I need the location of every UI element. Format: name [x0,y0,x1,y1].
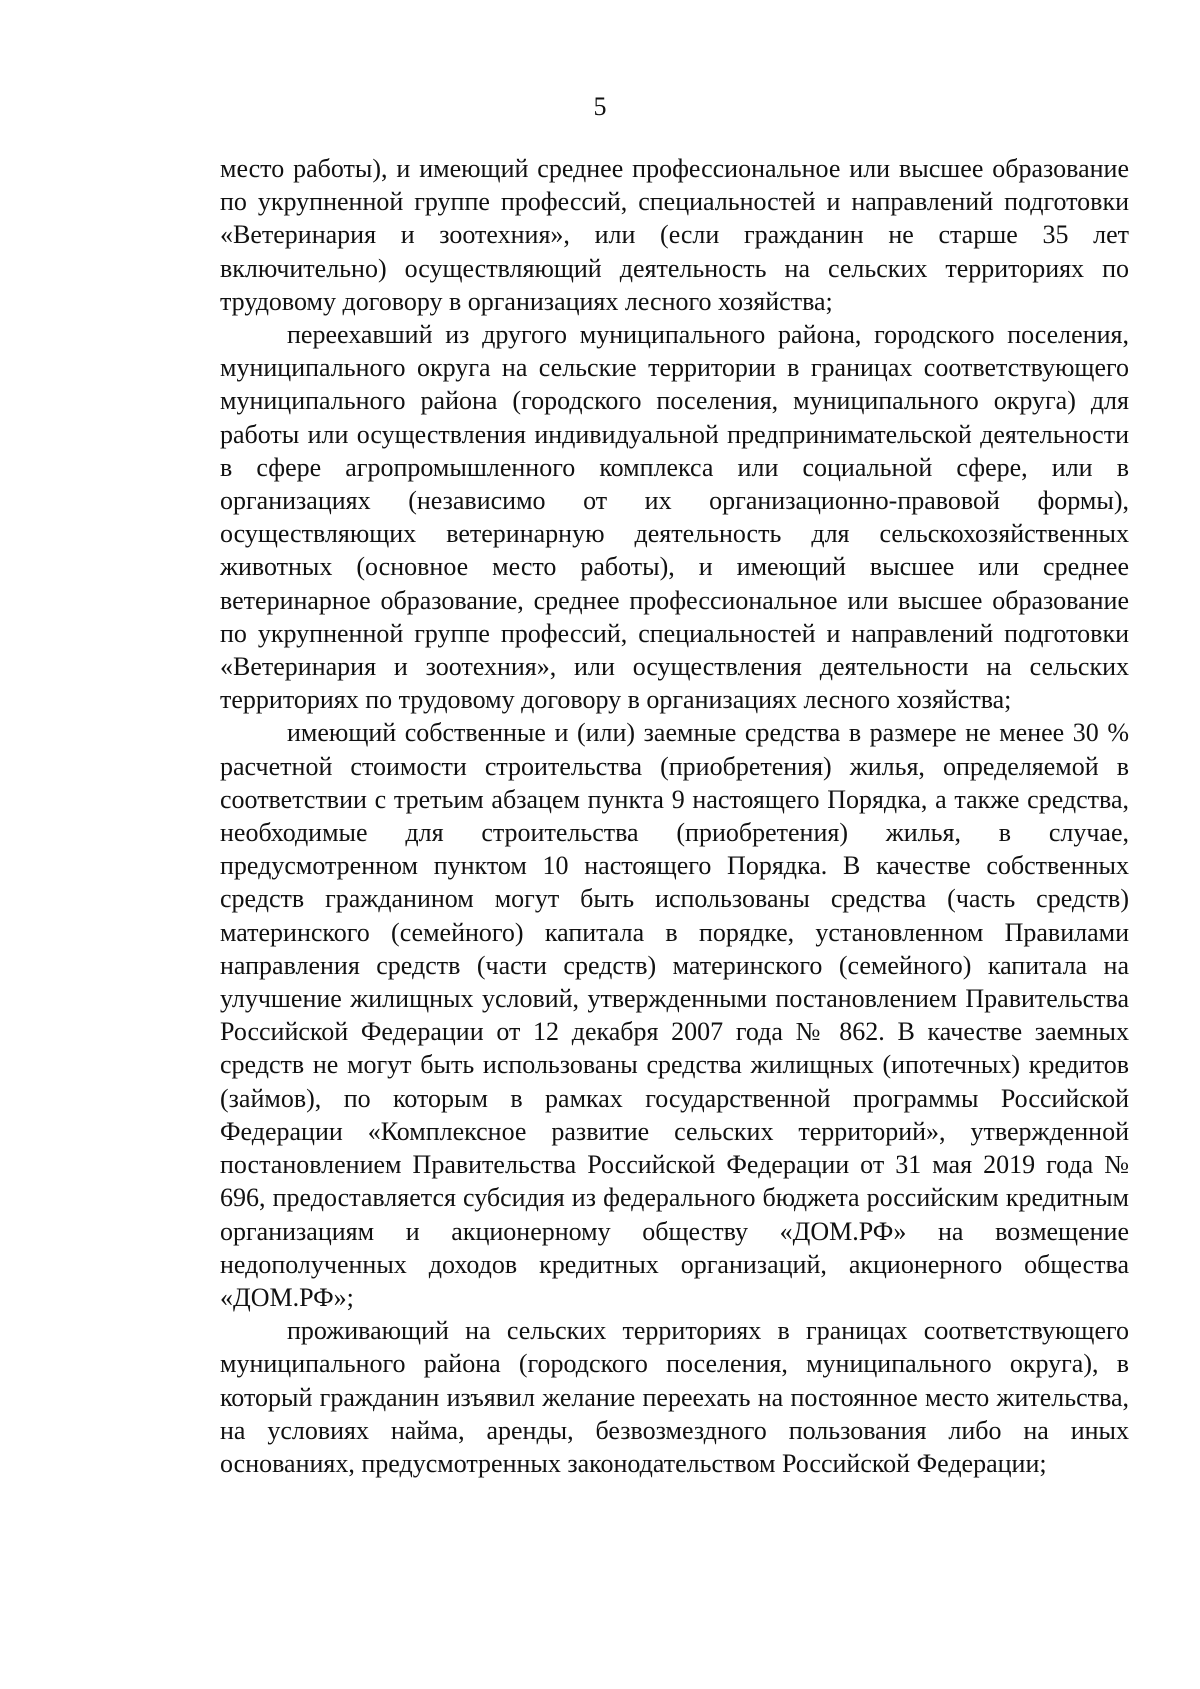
paragraph-own-funds: имеющий собственные и (или) заемные средства в размере не менее 30 % расчетной стоимости строительства (приобретения) жилья, определяемой в соответствии с третьим абзацем пункта 9 настоящего Порядка, а также средства, необходимые для строительства (приобретения) жилья, в случае, предусмотренном пунктом 10 настоящего Порядка. В качестве собственных средств гражданином могут быть использованы средства (часть средств) материнского (семейного) капитала в порядке, установленном Правилами направления средств (части средств) материнского (семейного) капитала на улучшение жилищных условий, утвержденными постановлением Правительства Российской Федерации от 12 декабря 2007 года № 862. В качестве заемных средств не могут быть использованы средства жилищных (ипотечных) кредитов (займов), по которым в рамках государственной программы Российской Федерации «Комплексное развитие сельских территорий», утвержденной постановлением Правительства Российской Федерации от 31 мая 2019 года № 696, предоставляется субсидия из федерального бюджета российским кредитным организациям и акционерному обществу «ДОМ.РФ» на возмещение недополученных доходов кредитных организаций, акционерного общества «ДОМ.РФ»; [220,718,1129,1312]
document-body [220,152,1129,1480]
paragraph-residing: проживающий на сельских территориях в границах соответствующего муниципального района (городского поселения, муниципального округа), в который гражданин изъявил желание переехать на постоянное место жительства, на условиях найма, аренды, безвозмездного пользования либо на иных основаниях, предусмотренных законодательством Российской Федерации; [220,1316,1129,1478]
page-number: 5 [593,92,607,121]
paragraph-relocated: переехавший из другого муниципального района, городского поселения, муниципального округа на сельские территории в границах соответствующего муниципального района (городского поселения, муниципального округа) для работы или осуществления индивидуальной предпринимательской деятельности в сфере агропромышленного комплекса или социальной сфере, или в организациях (независимо от их организационно-правовой формы), осуществляющих ветеринарную деятельность для сельскохозяйственных животных (основное место работы), и имеющий высшее или среднее ветеринарное образование, среднее профессиональное или высшее образование по укрупненной группе профессий, специальностей и направлений подготовки «Ветеринария и зоотехния», или осуществления деятельности на сельских территориях по трудовому договору в организациях лесного хозяйства; [220,320,1129,715]
paragraph-continuation: место работы), и имеющий среднее профессиональное или высшее образование по укрупненной группе профессий, специальностей и направлений подготовки «Ветеринария и зоотехния», или (если гражданин не старше 35 лет включительно) осуществляющий деятельность на сельских территориях по трудовому договору в организациях лесного хозяйства; [220,154,1129,316]
